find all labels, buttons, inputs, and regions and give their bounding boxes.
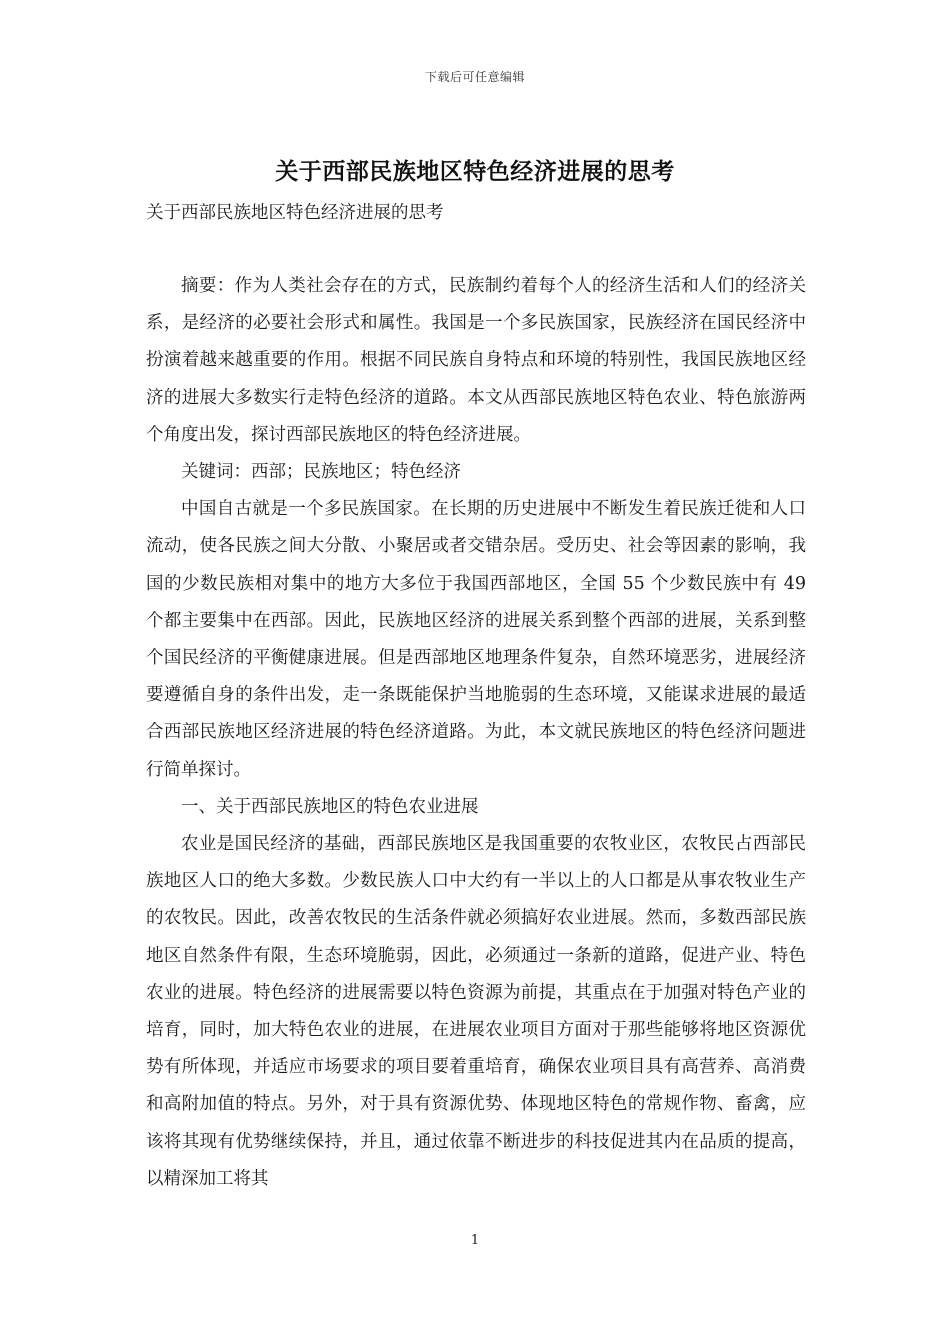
abstract-paragraph: 摘要：作为人类社会存在的方式，民族制约着每个人的经济生活和人们的经济关系，是经济的必要社会形式和属性。我国是一个多民族国家，民族经济在国民经济中扮演着越来越重要的作用。根据不同民族自身特点和环境的特别性，我国民族地区经济的进展大多数实行走特色经济的道路。本文从西部民族地区特色农业、特色旅游两个角度出发，探讨西部民族地区的特色经济进展。 [146, 276, 806, 445]
keywords-paragraph: 关键词：西部；民族地区；特色经济 [181, 462, 461, 483]
document-title: 关于西部民族地区特色经济进展的思考 [275, 158, 675, 185]
document-subtitle: 关于西部民族地区特色经济进展的思考 [146, 203, 444, 223]
page-number: 1 [470, 1233, 480, 1248]
section-heading: 一、关于西部民族地区的特色农业进展 [181, 796, 479, 817]
agriculture-paragraph: 农业是国民经济的基础，西部民族地区是我国重要的农牧业区，农牧民占西部民族地区人口的绝大多数。少数民族人口中大约有一半以上的人口都是从事农牧业生产的农牧民。因此，改善农牧民的生活条件就必须搞好农业进展。然而，多数西部民族地区自然条件有限，生态环境脆弱，因此，必须通过一条新的道路，促进产业、特色农业的进展。特色经济的进展需要以特色资源为前提，其重点在于加强对特色产业的培育，同时，加大特色农业的进展，在进展农业项目方面对于那些能够将地区资源优势有所体现，并适应市场要求的项目要着重培育，确保农业项目具有高营养、高消费和高附加值的特点。另外，对于具有资源优势、体现地区特色的常规作物、畜禽，应该将其现有优势继续保持，并且，通过依靠不断进步的科技促进其内在品质的提高，以精深加工将其 [146, 834, 806, 1189]
header-note: 下载后可任意编辑 [424, 70, 525, 84]
body-text [146, 268, 806, 1198]
intro-paragraph: 中国自古就是一个多民族国家。在长期的历史进展中不断发生着民族迁徙和人口流动，使各民族之间大分散、小聚居或者交错杂居。受历史、社会等因素的影响，我国的少数民族相对集中的地方大多位于我国西部地区，全国 55 个少数民族中有 49 个都主要集中在西部。因此，民族地区经济的进展关系到整个西部的进展，关系到整个国民经济的平衡健康进展。但是西部地区地理条件复杂，自然环境恶劣，进展经济要遵循自身的条件出发，走一条既能保护当地脆弱的生态环境，又能谋求进展的最适合西部民族地区经济进展的特色经济道路。为此，本文就民族地区的特色经济问题进行简单探讨。 [146, 499, 806, 780]
